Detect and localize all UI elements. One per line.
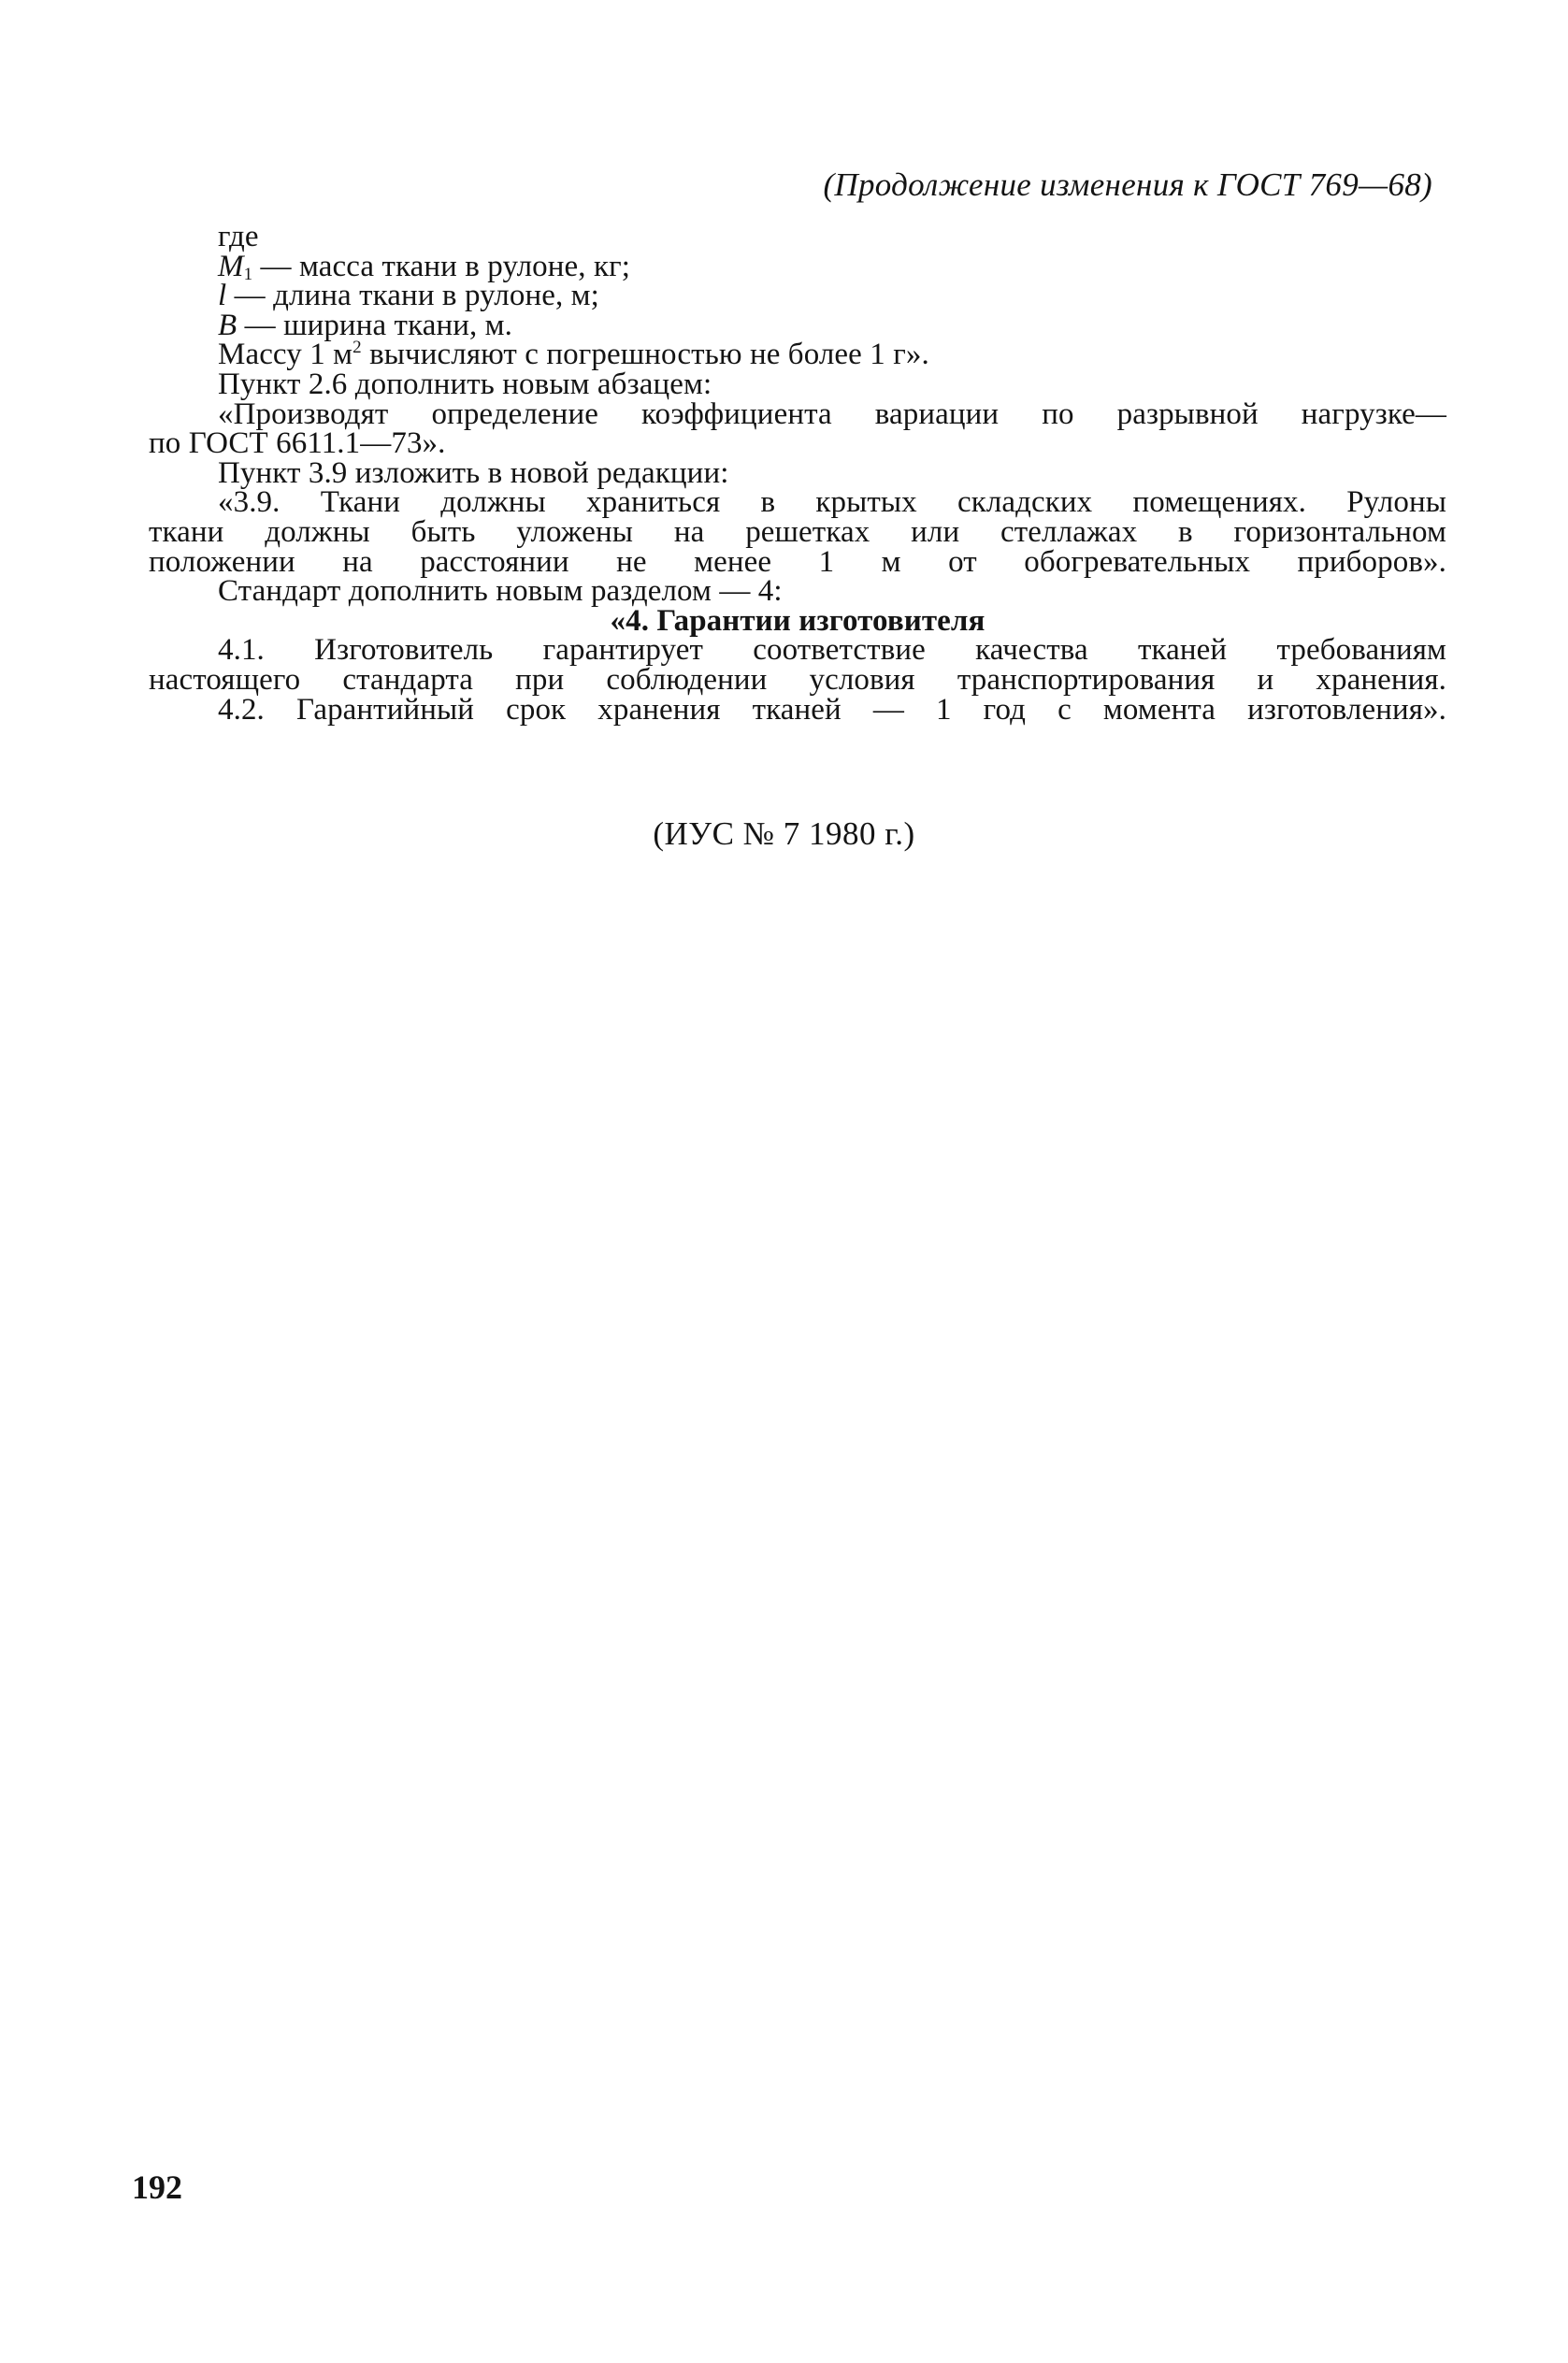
- clause-3-9-line-1: «3.9. Ткани должны храниться в крытых складских помещениях. Рулоны: [218, 485, 1446, 520]
- subscript-1: 1: [243, 264, 253, 284]
- symbol-b: B: [218, 308, 237, 342]
- standard-addition-instruction: Стандарт дополнить новым разделом — 4:: [218, 574, 783, 609]
- symbol-m: M: [218, 249, 244, 283]
- document-body: [149, 220, 1446, 727]
- mass-text-pre: Массу 1 м: [218, 338, 353, 372]
- definition-l: [149, 281, 1446, 311]
- definition-m1-text: — масса ткани в рулоне, кг;: [252, 249, 631, 283]
- clause-3-9-instruction: Пункт 3.9 изложить в новой редакции:: [218, 455, 729, 490]
- clause-4-1-line-2: настоящего стандарта при соблюдении условия транспортирования и хранения.: [149, 662, 1446, 697]
- symbol-l: l: [218, 279, 227, 313]
- clause-4-2: 4.2. Гарантийный срок хранения тканей — 1 год с момента изготовления».: [218, 692, 1446, 727]
- section-4-heading: «4. Гарантии изготовителя: [610, 603, 985, 638]
- clause-3-9-line-3: положении на расстоянии не менее 1 м от обогревательных приборов».: [149, 544, 1446, 579]
- text-line-gde: где: [218, 220, 259, 253]
- definition-l-text: — длина ткани в рулоне, м;: [226, 279, 599, 313]
- page-number: 192: [132, 2168, 182, 2206]
- definition-b: [149, 308, 1446, 342]
- mass-precision-line: [149, 340, 1446, 370]
- issue-reference: (ИУС № 7 1980 г.): [653, 815, 915, 852]
- clause-3-9-line-2: ткани должны быть уложены на решетках или стеллажах в горизонтальном: [149, 514, 1446, 549]
- definition-m1: [149, 249, 1446, 284]
- page-header: (Продолжение изменения к ГОСТ 769—68): [823, 166, 1432, 203]
- superscript-2: 2: [352, 338, 362, 358]
- clause-2-6-instruction: Пункт 2.6 дополнить новым абзацем:: [218, 367, 712, 401]
- definition-b-text: — ширина ткани, м.: [237, 308, 513, 342]
- clause-4-1-line-1: 4.1. Изготовитель гарантирует соответствие качества тканей требованиям: [218, 633, 1446, 668]
- mass-text-post: вычисляют с погрешностью не более 1 г».: [361, 338, 929, 372]
- clause-2-6-quote-line-1: «Производят определение коэффициента вариации по разрывной нагрузке—: [218, 396, 1446, 431]
- clause-2-6-quote-line-2: по ГОСТ 6611.1—73».: [149, 426, 446, 461]
